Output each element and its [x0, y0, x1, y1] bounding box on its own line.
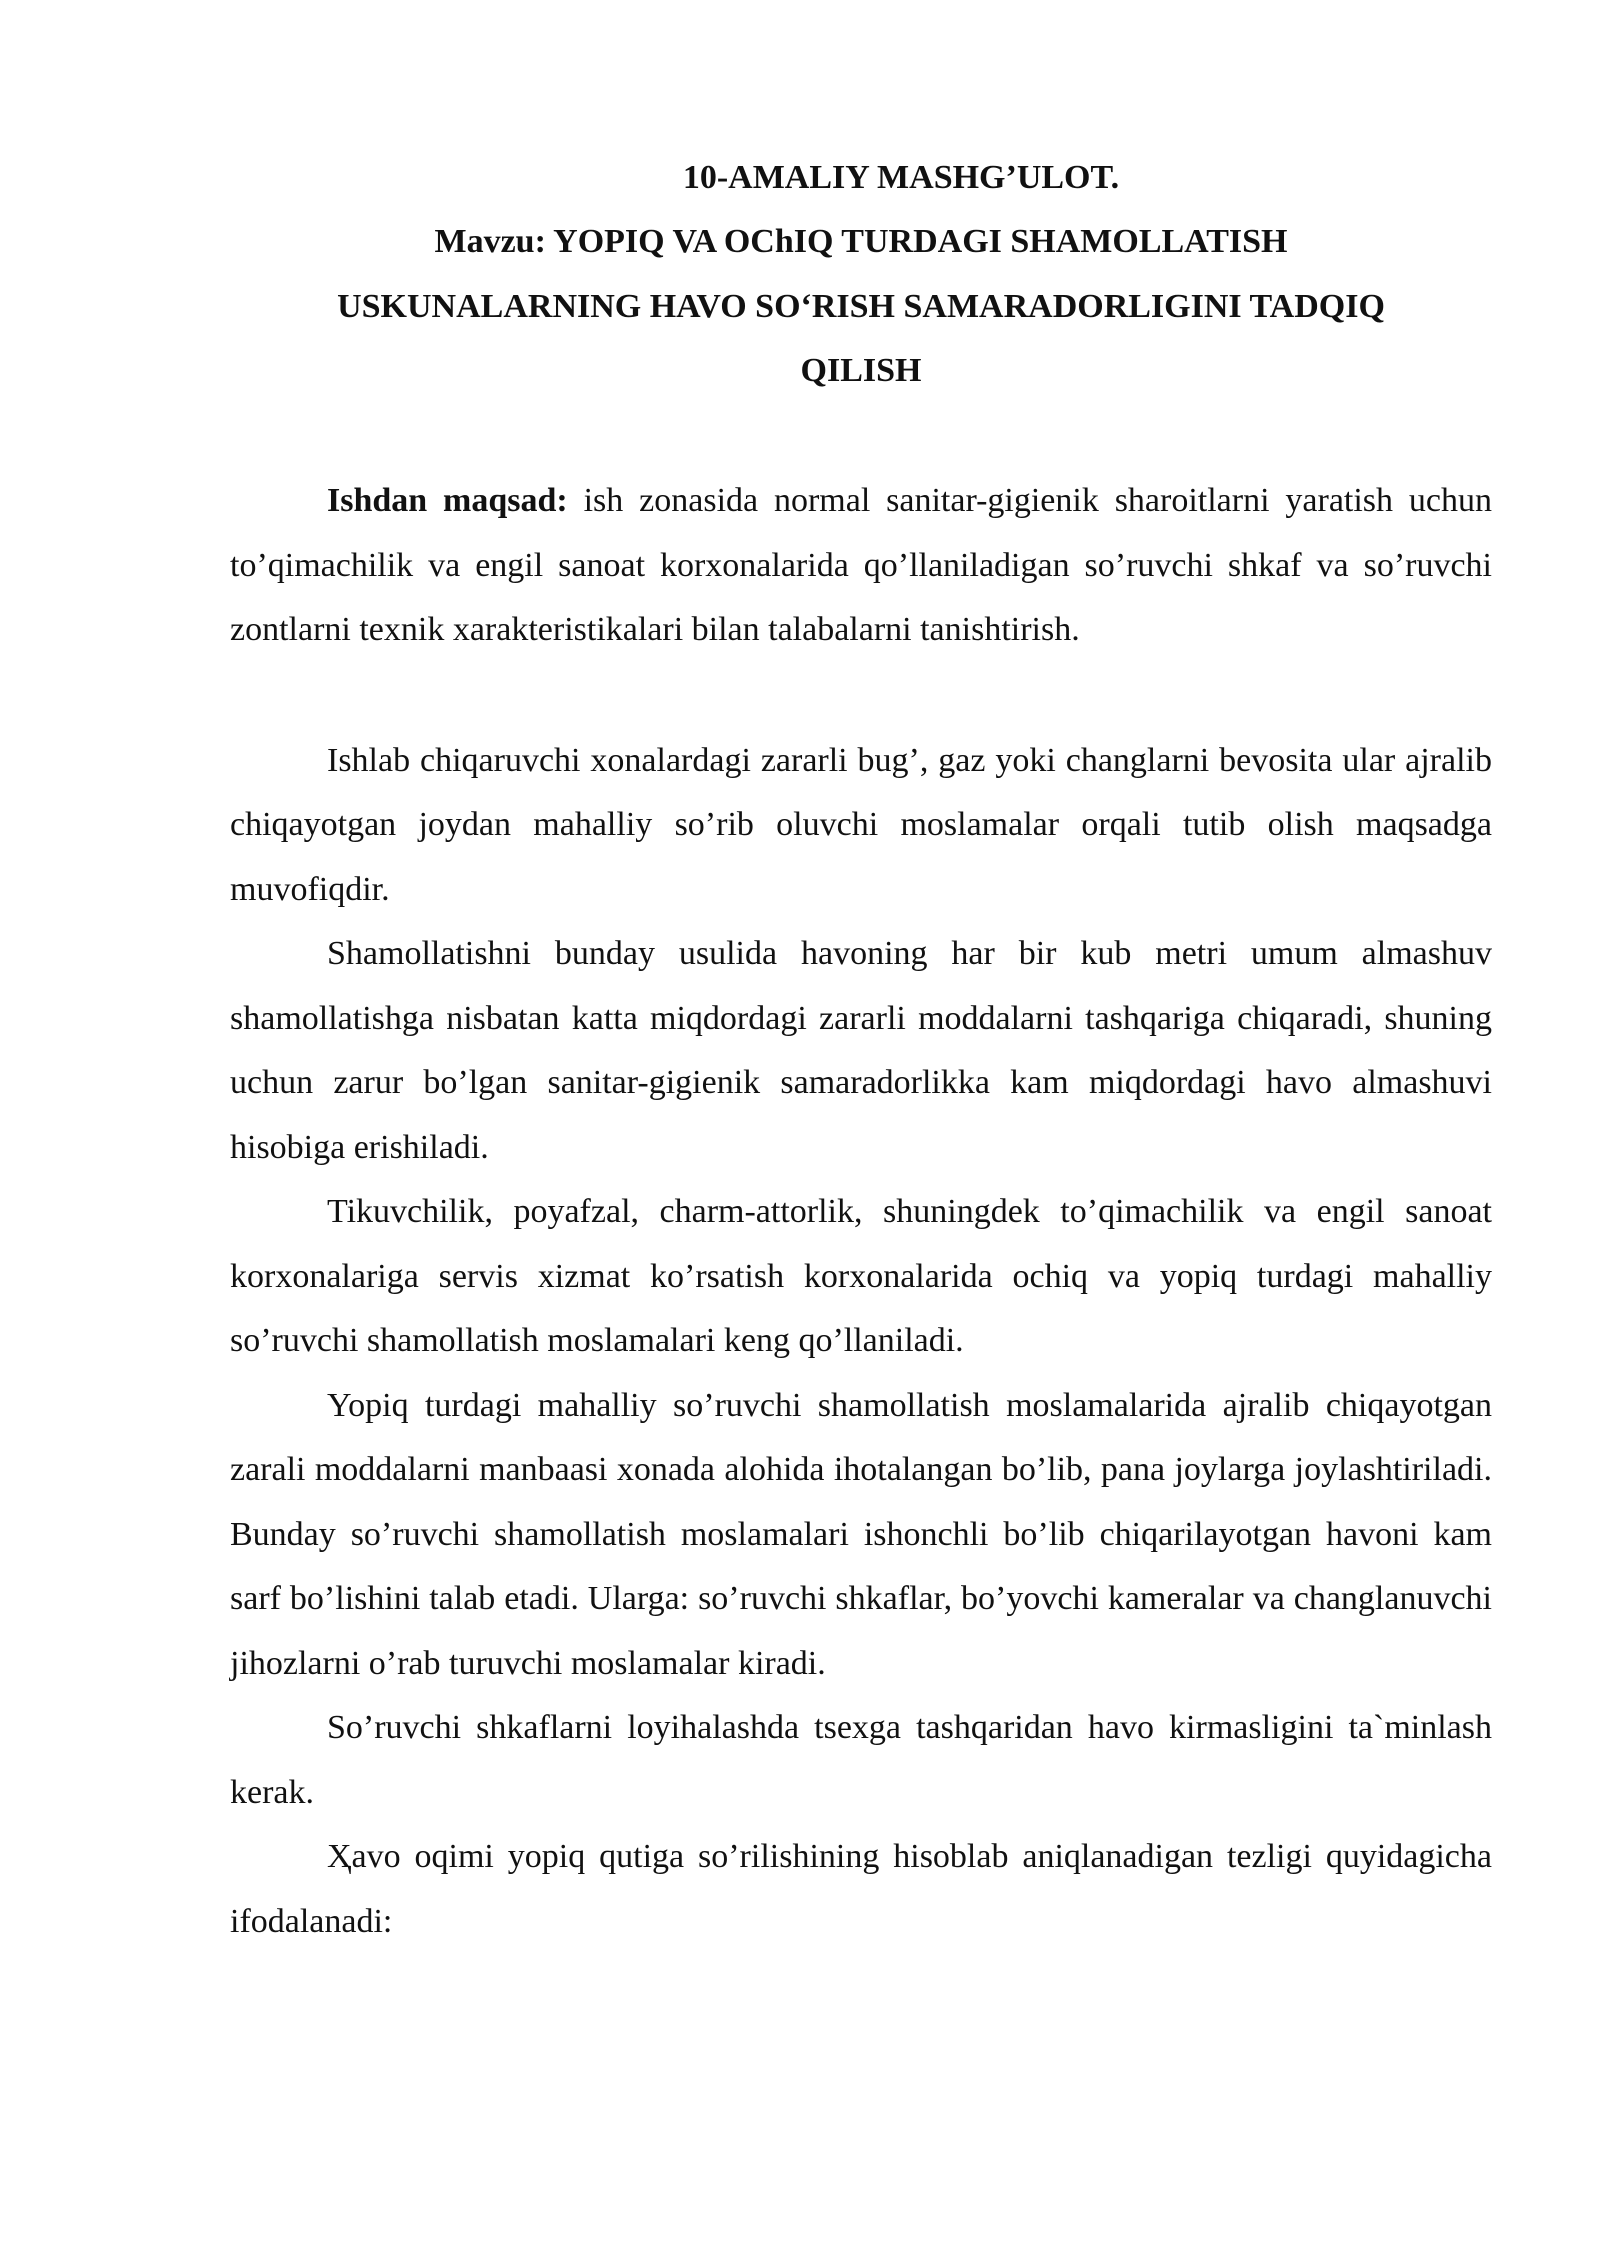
goal-text: ish zonasida normal sanitar-gigienik sharoitlarni yaratish uchun to’qimachilik va engil sanoat korxonalarida qo’llaniladigan so’ruvchi shkaf va so’ruvchi zontlarni texnik xarakteristikalari bilan talabalarni tanishtirish.: [230, 482, 1492, 648]
goal-paragraph: [230, 469, 1492, 663]
body-paragraph-2: Shamollatishni bunday usulida havoning har bir kub metri umum almashuv shamollatishga nisbatan katta miqdordagi zararli moddalarni tashqariga chiqaradi, shuning uchun zarur bo’lgan sanitar-gigienik samaradorlikka kam miqdordagi havo almashuvi hisobiga erishiladi.: [230, 935, 1492, 1166]
paragraph-spacer: [230, 663, 1492, 729]
body-paragraph-6: Ҳavo oqimi yopiq qutiga so’rilishining hisoblab aniqlanadigan tezligi quyidagicha ifodalanadi:: [230, 1838, 1492, 1940]
topic-title-line-1: Mavzu: YOPIQ VA OChIQ TURDAGI SHAMOLLATISH: [434, 223, 1288, 260]
topic-title-line-2: USKUNALARNING HAVO SO‘RISH SAMARADORLIGINI TADQIQ: [337, 288, 1385, 325]
body-paragraph-1: Ishlab chiqaruvchi xonalardagi zararli bug’, gaz yoki changlarni bevosita ular ajralib chiqayotgan joydan mahalliy so’rib oluvchi moslamalar orqali tutib olish maqsadga muvofiqdir.: [230, 741, 1492, 908]
document-body: [230, 469, 1492, 1954]
body-paragraph-4: Yopiq turdagi mahalliy so’ruvchi shamollatish moslamalarida ajralib chiqayotgan zarali moddalarni manbaasi xonada alohida ihotalangan bo’lib, pana joylarga joylashtiriladi. Bunday so’ruvchi shamollatish moslamalari ishonchli bo’lib chiqarilayotgan havoni kam sarf bo’lishini talab etadi. Ularga: so’ruvchi shkaflar, bo’yovchi kameralar va changlanuvchi jihozlarni o’rab turuvchi moslamalar kiradi.: [230, 1386, 1492, 1682]
topic-title-line-3: QILISH: [800, 352, 922, 389]
body-paragraph-5: So’ruvchi shkaflarni loyihalashda tsexga tashqaridan havo kirmasligini ta`minlash kerak.: [230, 1709, 1492, 1811]
goal-label: Ishdan maqsad:: [327, 482, 568, 519]
body-paragraph-3: Tikuvchilik, poyafzal, charm-attorlik, shuningdek to’qimachilik va engil sanoat korxonalariga servis xizmat ko’rsatish korxonalarida ochiq va yopiq turdagi mahalliy so’ruvchi shamollatish moslamalari keng qo’llaniladi.: [230, 1193, 1492, 1359]
exercise-title: 10-AMALIY MASHG’ULOT.: [682, 159, 1120, 196]
